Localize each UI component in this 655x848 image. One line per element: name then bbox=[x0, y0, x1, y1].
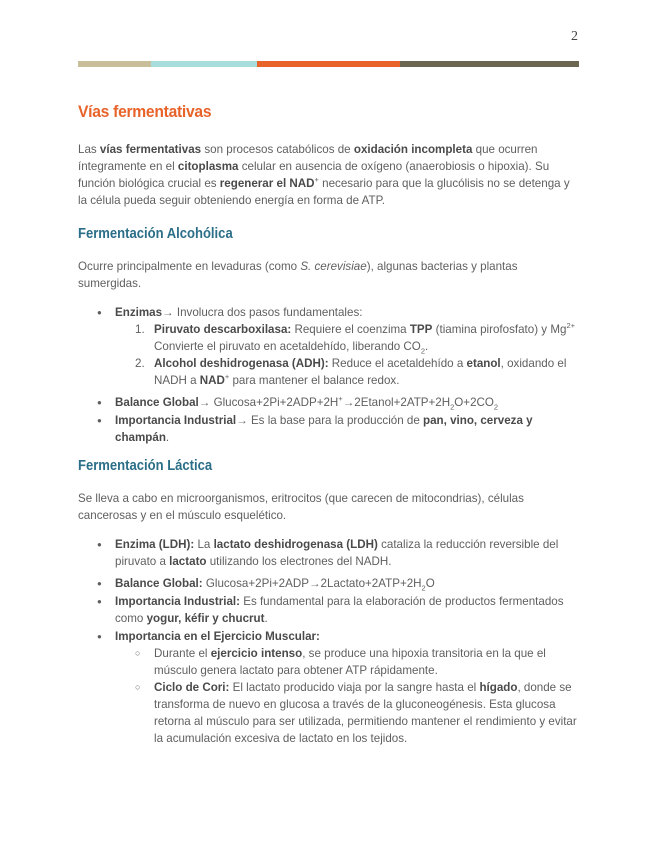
intro-paragraph: Las vías fermentativas son procesos catabólicos de oxidación incompleta que ocurren íntegramente en el citoplasma celular en ausencia de oxígeno (anaerobiosis o hipoxia). Su función biológica crucial es regenerar el NAD+ necesario para que la glucólisis no se detenga y la célula pueda seguir obteniendo energía en forma de ATP. bbox=[78, 143, 570, 207]
color-bar-segment bbox=[257, 61, 400, 67]
list-item-ejercicio: ● Importancia en el Ejercicio Muscular: ○ Durante el ejercicio intenso, se produce una hipoxia transitoria en la que el músculo genera lactato para obtener ATP rápidamente. ○ Ciclo de Cori: El lactato producido viaja por la sangre hasta el hígado, donde se transforma de nuevo en glucosa a través de la gluconeogénesis. Esta glucosa retorna al músculo para ser utilizada, permitiendo mantener el rendimiento y evitar la acumulación excesiva de lactato en los tejidos. bbox=[78, 628, 578, 747]
color-bar-segment bbox=[78, 61, 151, 67]
lactica-paragraph: Se lleva a cabo en microorganismos, eritrocitos (que carecen de mitocondrias), células cancerosas y en el músculo esquelético. bbox=[78, 492, 524, 522]
alcoholica-paragraph: Ocurre principalmente en levaduras (como S. cerevisiae), algunas bacterias y plantas sumergidas. bbox=[78, 260, 518, 290]
document-body bbox=[78, 102, 578, 748]
alcoholica-list bbox=[78, 304, 578, 446]
header-color-bar bbox=[78, 61, 579, 67]
color-bar-segment bbox=[151, 61, 257, 67]
page-number: 2 bbox=[571, 29, 578, 44]
section-heading-alcoholica: Fermentación Alcohólica bbox=[78, 226, 233, 242]
sublist-item: ○ Ciclo de Cori: El lactato producido viaja por la sangre hasta el hígado, donde se transforma de nuevo en glucosa a través de la gluconeogénesis. Esta glucosa retorna al músculo para ser utilizada, permitiendo mantener el rendimiento y evitar la acumulación excesiva de lactato en los tejidos. bbox=[115, 679, 578, 747]
section-heading-lactica: Fermentación Láctica bbox=[78, 458, 213, 474]
lactica-list bbox=[78, 536, 578, 747]
color-bar-segment bbox=[400, 61, 579, 67]
enzimas-steps bbox=[115, 321, 578, 389]
sublist-item: ○ Durante el ejercicio intenso, se produce una hipoxia transitoria en la que el músculo genera lactato para obtener ATP rápidamente. bbox=[115, 645, 578, 679]
page-title: Vías fermentativas bbox=[78, 102, 212, 121]
list-item-balance: ● Balance Global: $Glucosa+2Pi+2ADP\to 2Lactato+2ATP+2H_2O$ bbox=[78, 575, 578, 592]
list-item-enzima: ● Enzima (LDH): La lactato deshidrogenasa (LDH) cataliza la reducción reversible del piruvato a lactato utilizando los electrones del NADH. bbox=[78, 536, 578, 570]
list-item-balance: ● Balance Global→ $Glucosa+2Pi+2ADP+2H^+\to 2Etanol+2ATP+2H_2O+2CO_2$ bbox=[78, 394, 578, 411]
ejercicio-sublist bbox=[115, 645, 578, 747]
step-item: 1. Piruvato descarboxilasa: Requiere el coenzima TPP (tiamina pirofosfato) y $Mg^{2+}$ Convierte el piruvato en acetaldehído, liberando $CO_2$. bbox=[135, 321, 575, 356]
step-item: 2. Alcohol deshidrogenasa (ADH): Reduce el acetaldehído a etanol, oxidando el NADH a NAD+ para mantener el balance redox. bbox=[135, 357, 567, 387]
list-item-industrial: ● Importancia Industrial: Es fundamental para la elaboración de productos fermentados como yogur, kéfir y chucrut. bbox=[78, 593, 578, 627]
list-item-industrial: ● Importancia Industrial→ Es la base para la producción de pan, vino, cerveza y champán. bbox=[78, 412, 578, 446]
list-item-enzimas: ● Enzimas→ Involucra dos pasos fundamentales: 1. Piruvato descarboxilasa: Requiere el coenzima TPP (tiamina pirofosfato) y $Mg^{2+}$ Convierte el piruvato en acetaldehído, liberando $CO_2$. 2. Alcohol deshidrogenasa (ADH): Reduce el acetaldehído a etanol, oxidando el NADH a NAD+ para mantener el balance redox. bbox=[78, 304, 578, 389]
